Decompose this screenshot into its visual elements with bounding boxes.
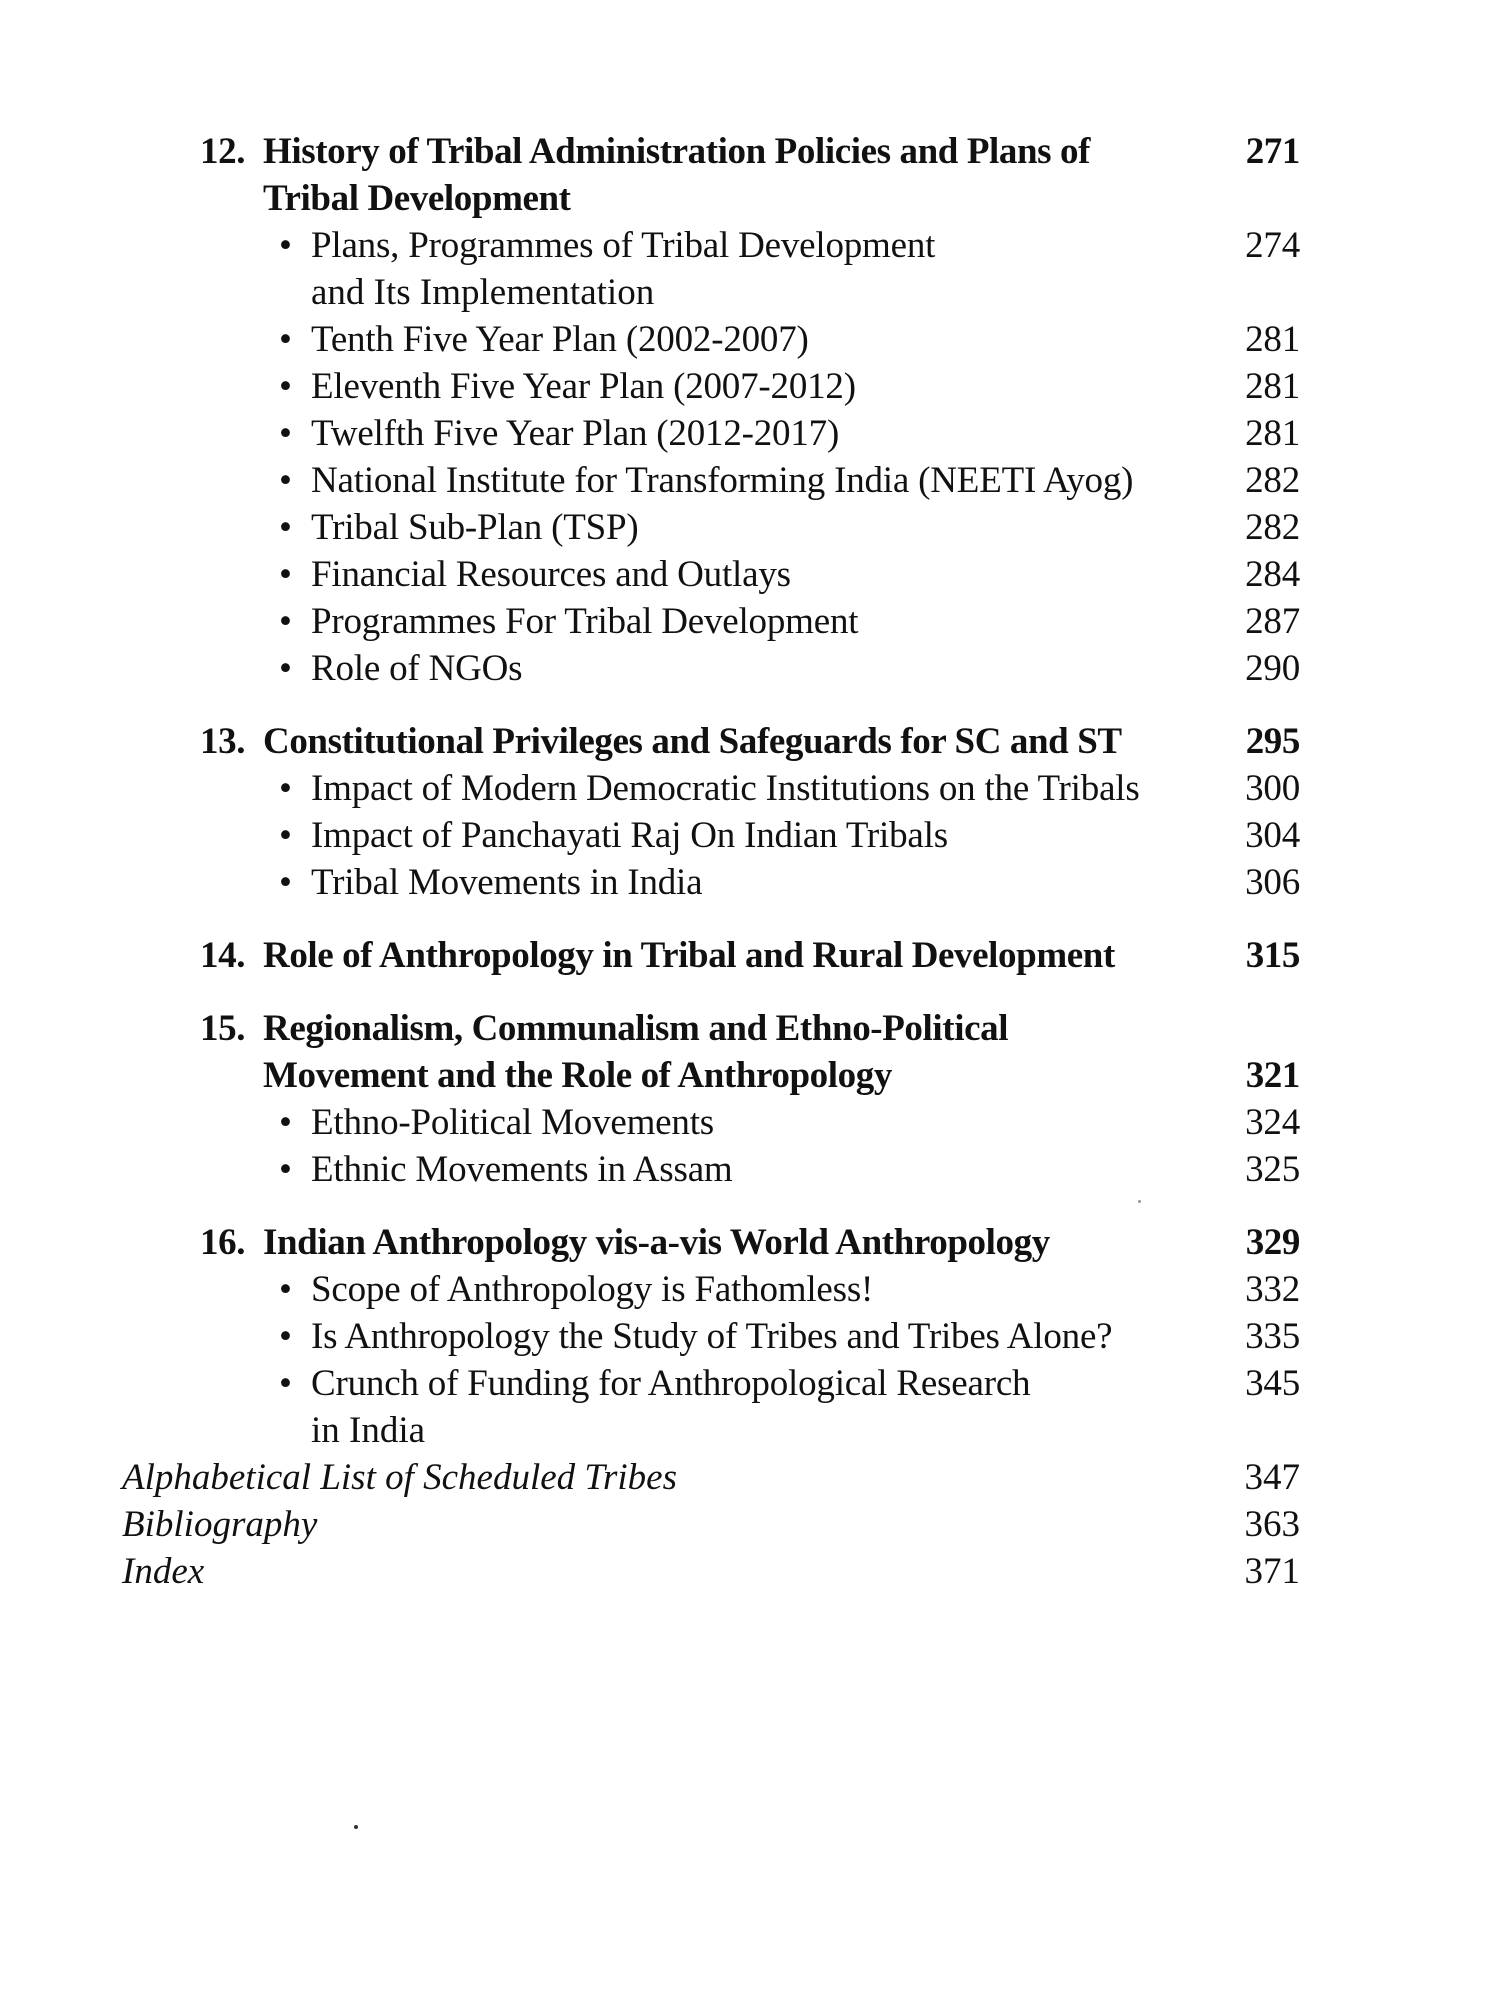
chapter-title-continuation-row	[200, 1052, 1300, 1099]
toc-entry[interactable]	[200, 222, 1300, 269]
entry-title: Programmes For Tribal Development	[311, 601, 859, 642]
entry-page-number: 274	[1245, 225, 1300, 266]
backmatter-title: Bibliography	[122, 1504, 318, 1545]
entry-page-number: 282	[1245, 460, 1300, 501]
chapter-number: 14.	[200, 935, 246, 976]
backmatter-section	[122, 1454, 1300, 1595]
bullet-icon: •	[279, 413, 292, 454]
toc-entry[interactable]	[200, 645, 1300, 692]
chapter-title: Role of Anthropology in Tribal and Rural Development	[263, 935, 1115, 976]
bullet-icon: •	[279, 554, 292, 595]
chapter-12	[200, 128, 1300, 692]
toc-entry[interactable]	[200, 1360, 1300, 1407]
entry-page-number: 304	[1245, 815, 1300, 856]
chapter-13	[200, 718, 1300, 906]
bullet-icon: •	[279, 1363, 292, 1404]
bullet-icon: •	[279, 1316, 292, 1357]
entry-page-number: 282	[1245, 507, 1300, 548]
bullet-icon: •	[279, 1149, 292, 1190]
entry-title: Impact of Modern Democratic Institutions on the Tribals	[311, 768, 1140, 809]
chapter-title: History of Tribal Administration Policies and Plans of	[263, 131, 1091, 172]
chapter-number: 16.	[200, 1222, 246, 1263]
bullet-icon: •	[279, 1269, 292, 1310]
entry-title-continuation: and Its Implementation	[311, 272, 655, 313]
chapter-page-number: 321	[1245, 1055, 1300, 1096]
chapter-number: 13.	[200, 721, 246, 762]
entry-title: Impact of Panchayati Raj On Indian Tribals	[311, 815, 948, 856]
chapter-title-continuation-row	[200, 175, 1300, 222]
entry-title: Crunch of Funding for Anthropological Research	[311, 1363, 1031, 1404]
backmatter-entry[interactable]	[122, 1548, 1300, 1595]
bullet-icon: •	[279, 601, 292, 642]
entry-page-number: 335	[1245, 1316, 1300, 1357]
entry-title: Ethno-Political Movements	[311, 1102, 714, 1143]
table-of-contents	[122, 128, 1300, 1595]
chapter-heading[interactable]	[200, 932, 1300, 979]
bullet-icon: •	[279, 648, 292, 689]
backmatter-title: Alphabetical List of Scheduled Tribes	[122, 1457, 677, 1498]
bullet-icon: •	[279, 319, 292, 360]
entry-title: Ethnic Movements in Assam	[311, 1149, 733, 1190]
entry-title: Twelfth Five Year Plan (2012-2017)	[311, 413, 840, 454]
backmatter-page-number: 371	[1244, 1551, 1300, 1592]
entry-page-number: 332	[1245, 1269, 1300, 1310]
entry-title: Tribal Sub-Plan (TSP)	[311, 507, 639, 548]
bullet-icon: •	[279, 366, 292, 407]
entry-title-continuation: in India	[311, 1410, 426, 1451]
bullet-icon: •	[279, 768, 292, 809]
bullet-icon: •	[279, 225, 292, 266]
entry-page-number: 345	[1245, 1363, 1300, 1404]
entry-continuation-row	[200, 269, 1300, 316]
entry-page-number: 284	[1245, 554, 1300, 595]
backmatter-page-number: 363	[1244, 1504, 1300, 1545]
entry-title: Tenth Five Year Plan (2002-2007)	[311, 319, 809, 360]
bullet-icon: •	[279, 815, 292, 856]
chapter-heading[interactable]	[200, 128, 1300, 175]
chapter-16	[200, 1219, 1300, 1454]
bullet-icon: •	[279, 862, 292, 903]
entry-page-number: 290	[1245, 648, 1300, 689]
chapter-15	[200, 1005, 1300, 1193]
chapter-title: Indian Anthropology vis-a-vis World Anthropology	[263, 1222, 1050, 1263]
chapter-title-continuation: Movement and the Role of Anthropology	[263, 1055, 892, 1096]
backmatter-entry[interactable]	[122, 1454, 1300, 1501]
bullet-icon: •	[279, 507, 292, 548]
entry-title: Scope of Anthropology is Fathomless!	[311, 1269, 874, 1310]
toc-entry[interactable]	[200, 457, 1300, 504]
entry-page-number: 324	[1245, 1102, 1300, 1143]
bullet-icon: •	[279, 1102, 292, 1143]
entry-page-number: 300	[1245, 768, 1300, 809]
entry-title: Is Anthropology the Study of Tribes and Tribes Alone?	[311, 1316, 1113, 1357]
entry-title: Tribal Movements in India	[311, 862, 703, 903]
entry-title: National Institute for Transforming India (NEETI Ayog)	[311, 460, 1134, 501]
toc-entry[interactable]	[200, 859, 1300, 906]
chapter-number: 15.	[200, 1008, 246, 1049]
chapter-number: 12.	[200, 131, 246, 172]
entry-page-number: 325	[1245, 1149, 1300, 1190]
scan-speck	[1138, 1200, 1141, 1203]
toc-entry[interactable]	[200, 1313, 1300, 1360]
toc-entry[interactable]	[200, 1146, 1300, 1193]
toc-entry[interactable]	[200, 1099, 1300, 1146]
backmatter-entry[interactable]	[122, 1501, 1300, 1548]
entry-title: Role of NGOs	[311, 648, 523, 689]
scan-speck	[354, 1825, 358, 1829]
chapter-page-number: 329	[1245, 1222, 1300, 1263]
entry-page-number: 306	[1245, 862, 1300, 903]
toc-entry[interactable]	[200, 765, 1300, 812]
backmatter-title: Index	[122, 1551, 205, 1592]
chapter-heading[interactable]	[200, 718, 1300, 765]
entry-page-number: 281	[1245, 366, 1300, 407]
entry-page-number: 287	[1245, 601, 1300, 642]
chapter-heading[interactable]	[200, 1219, 1300, 1266]
toc-entry[interactable]	[200, 551, 1300, 598]
entry-page-number: 281	[1245, 413, 1300, 454]
toc-entry[interactable]	[200, 504, 1300, 551]
bullet-icon: •	[279, 460, 292, 501]
entry-title: Financial Resources and Outlays	[311, 554, 791, 595]
chapter-title-continuation: Tribal Development	[263, 178, 571, 219]
chapter-title: Constitutional Privileges and Safeguards for SC and ST	[263, 721, 1122, 762]
toc-entry[interactable]	[200, 410, 1300, 457]
toc-entry[interactable]	[200, 363, 1300, 410]
entry-continuation-row	[200, 1407, 1300, 1454]
chapter-heading[interactable]	[200, 1005, 1300, 1052]
toc-entry[interactable]	[200, 1266, 1300, 1313]
chapter-14	[200, 932, 1300, 979]
chapter-page-number: 295	[1245, 721, 1300, 762]
entry-title: Plans, Programmes of Tribal Development	[311, 225, 936, 266]
entry-page-number: 281	[1245, 319, 1300, 360]
chapter-page-number: 315	[1245, 935, 1300, 976]
entry-title: Eleventh Five Year Plan (2007-2012)	[311, 366, 856, 407]
chapter-title: Regionalism, Communalism and Ethno-Political	[263, 1008, 1009, 1049]
toc-entry[interactable]	[200, 316, 1300, 363]
chapter-page-number: 271	[1245, 131, 1300, 172]
toc-entry[interactable]	[200, 812, 1300, 859]
backmatter-page-number: 347	[1244, 1457, 1300, 1498]
toc-entry[interactable]	[200, 598, 1300, 645]
